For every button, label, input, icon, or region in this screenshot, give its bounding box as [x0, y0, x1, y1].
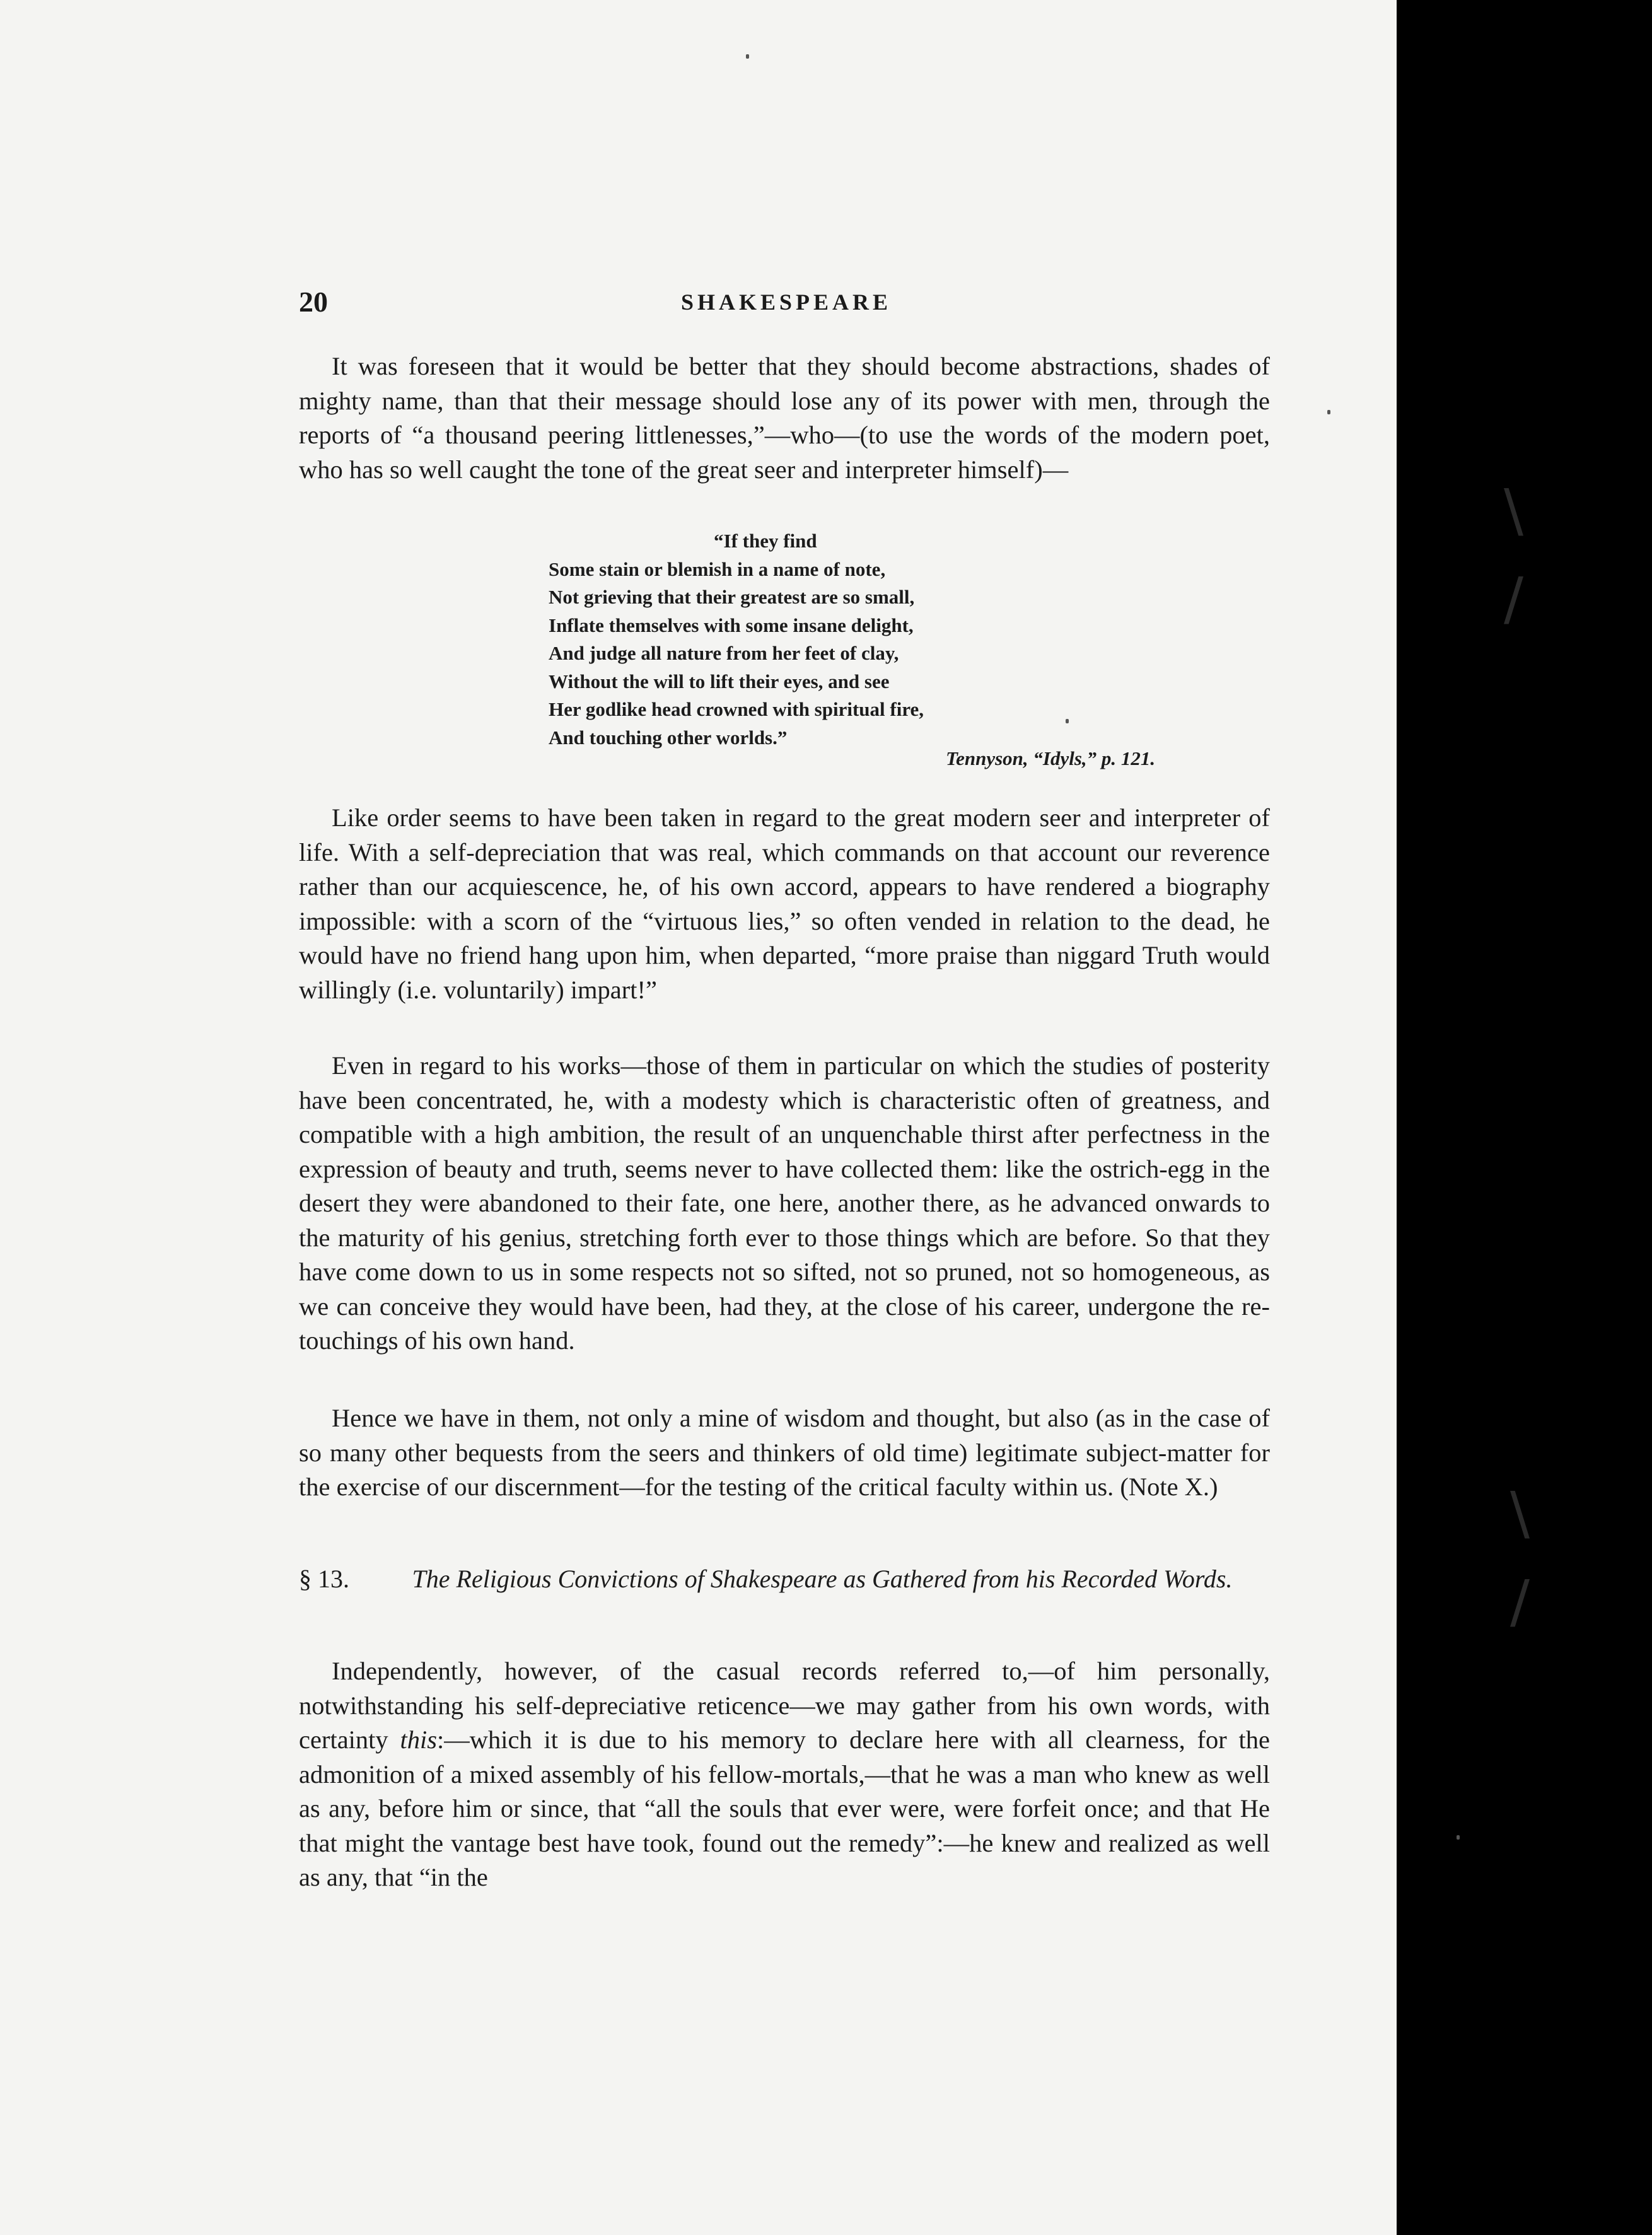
- margin-scan-mark-bottom: \ /: [1510, 1479, 1530, 1635]
- poem-line: Not grieving that their greatest are so small,: [549, 586, 915, 608]
- paragraph-5-text-continued: :—which it is due to his memory to declare here with all clearness, for the admonition of a mixed assembly of his fellow-mortals,—that he was a man who knew as well as any, before him or since, that “all the souls that ever were, were forfeit once; and that He that might the vantage best have took, found out the remedy”:—he knew and realized as well as any, that “in the: [299, 1725, 1271, 1891]
- scan-speck: [1066, 719, 1069, 723]
- section-number: § 13.: [299, 1565, 349, 1593]
- page-number: 20: [299, 286, 328, 318]
- scan-speck: [1457, 1835, 1460, 1840]
- paragraph-3: Even in regard to his works—those of them in particular on which the studies of posterity have been concentrated, he, with a modesty which is characteristic often of greatness, and compatible with a high ambition, the result of an unquenchable thirst after perfectness in the expression of beauty and truth, seems never to have collected them: like the ostrich-egg in the desert they were abandoned to their fate, one here, another there, as he advanced onwards to the maturity of his genius, stretching forth ever to those things which are before. So that they have come down to us in some respects not so sifted, not so pruned, not so homogeneous, as we can conceive they would have been, had they, at the close of his career, undergone the re-touchings of his own hand.: [299, 1051, 1270, 1355]
- poem-line: Inflate themselves with some insane delight,: [549, 614, 914, 636]
- paragraph-5-text: Independently, however, of the casual records referred to,—of him personally, notwithstanding his self-depreciative reticence—we may gather from his own words, with certainty: [299, 1657, 1270, 1754]
- section-heading: [299, 1563, 1270, 1596]
- paragraph-5-emphasis: this: [400, 1725, 437, 1754]
- poem-line: Her godlike head crowned with spiritual fire,: [549, 698, 924, 720]
- scan-speck: [1327, 410, 1330, 414]
- paragraph-5: [299, 1654, 1270, 1895]
- poem-attribution: Tennyson, “Idyls,” p. 121.: [946, 747, 1156, 769]
- running-head: SHAKESPEARE: [681, 289, 892, 315]
- poem-line: Without the will to lift their eyes, and see: [549, 670, 890, 692]
- margin-scan-mark-top: \ /: [1504, 477, 1523, 633]
- poem-line: Some stain or blemish in a name of note,: [549, 557, 886, 580]
- poem-line: “If they find: [714, 530, 817, 552]
- paragraph-1: It was foreseen that it would be better that they should become abstractions, shades of mighty name, than that their message should lose any of its power with men, through the reports of “a thousand peering littlenesses,”—who—(to use the words of the modern poet, who has so well caught the tone of the great seer and interpreter himself)—: [299, 352, 1270, 484]
- poem-line: And judge all nature from her feet of clay,: [549, 642, 899, 664]
- section-title: The Religious Convictions of Shakespeare as Gathered from his Recorded Words.: [412, 1565, 1233, 1593]
- paragraph-4: Hence we have in them, not only a mine of wisdom and thought, but also (as in the case of so many other bequests from the seers and thinkers of old time) legitimate subject-matter for the exercise of our discernment—for the testing of the critical faculty within us. (Note X.): [299, 1404, 1270, 1501]
- paragraph-2: Like order seems to have been taken in regard to the great modern seer and interpreter of life. With a self-depreciation that was real, which commands on that account our reverence rather than our acquiescence, he, of his own accord, appears to have rendered a biography impossible: with a scorn of the “virtuous lies,” so often vended in relation to the dead, he would have no friend hang upon him, when departed, “more praise than niggard Truth would willingly (i.e. voluntarily) impart!”: [299, 803, 1270, 1004]
- poem-line: And touching other worlds.”: [549, 726, 788, 749]
- poem-quotation: [549, 527, 1280, 752]
- scan-speck: [746, 54, 749, 59]
